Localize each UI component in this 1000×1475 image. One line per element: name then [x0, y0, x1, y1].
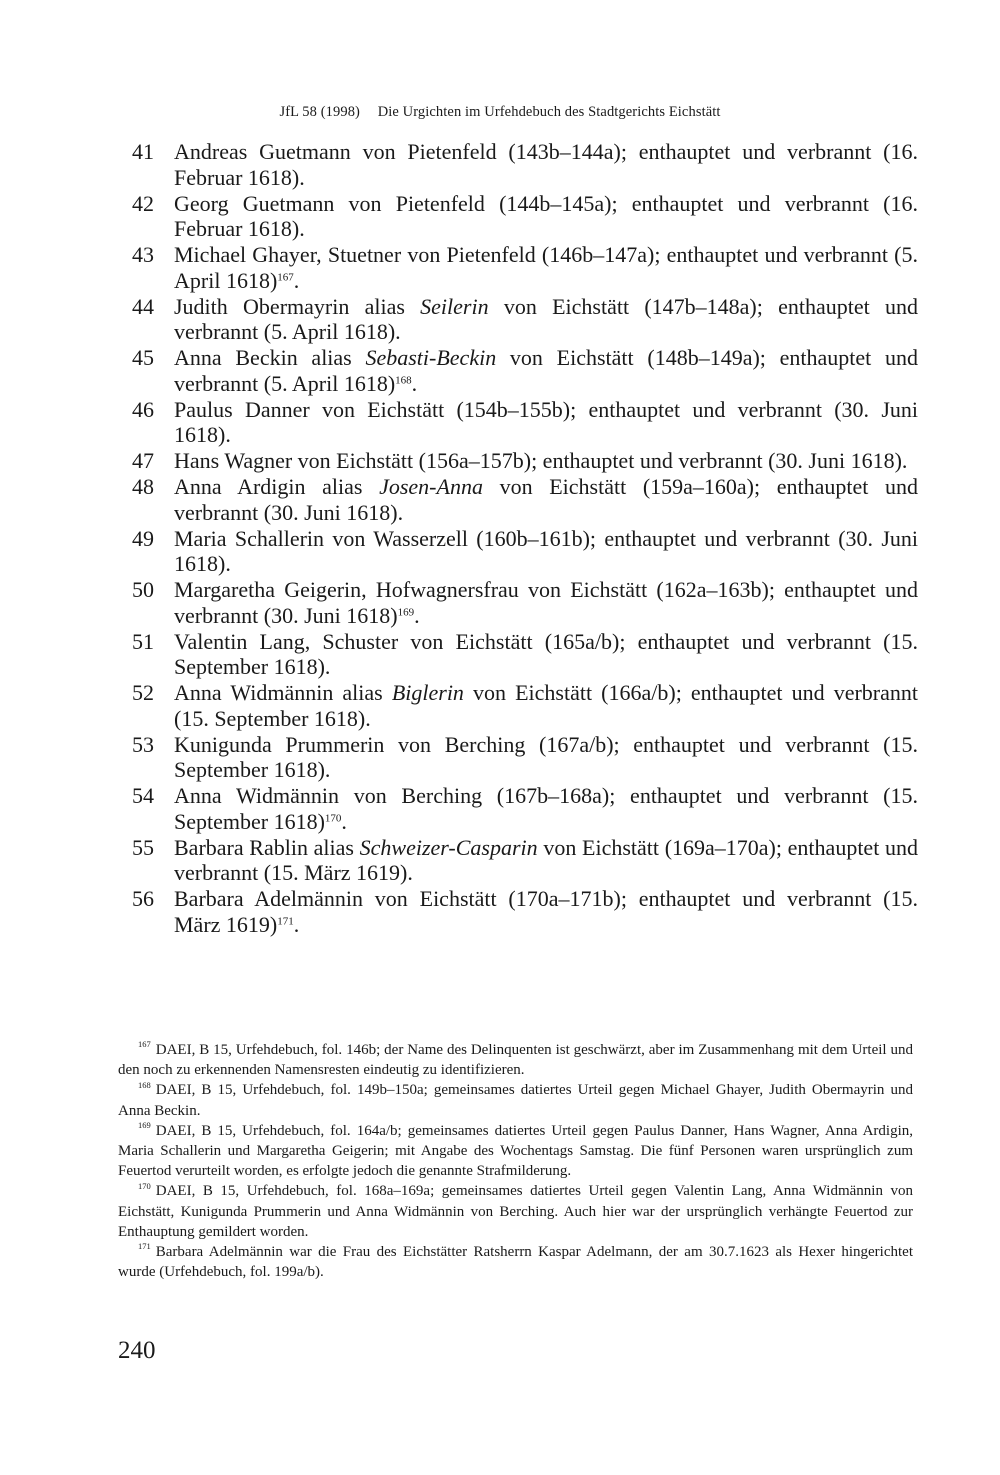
entry-text [174, 294, 918, 345]
entry-alias: Josen-Anna [379, 474, 483, 499]
article-title: Die Urgichten im Urfehdebuch des Stadtgerichts Eichstätt [377, 104, 721, 120]
entry-text-main: Kunigunda Prummerin von Berching (167a/b); enthauptet und verbrannt (15. September 1618). [174, 731, 918, 782]
entry-number: 51 [132, 628, 154, 654]
list-item [132, 242, 918, 293]
list-item [132, 835, 918, 886]
entry-text-main: Anna Widmännin alias [174, 680, 392, 705]
list-item [132, 886, 918, 937]
entry-text [174, 448, 918, 474]
list-item [132, 397, 918, 448]
entry-number: 45 [132, 345, 154, 370]
entry-text-main: Hans Wagner von Eichstätt (156a–157b); enthauptet und verbrannt (30. Juni 1618). [174, 448, 908, 473]
entry-text: Michael Ghayer, Stuetner von Pietenfeld (146b–147a); enthauptet und verbrannt (5. April 1618)$^{167}$. [174, 242, 918, 293]
entry-text [174, 680, 918, 731]
entry-text-main: Valentin Lang, Schuster von Eichstätt (165a/b); enthauptet und verbrannt (15. September 1618). [174, 628, 918, 679]
footnote-text: Barbara Adelmännin war die Frau des Eichstätter Ratsherrn Kaspar Adelmann, der am 30.7.1623 als Hexer hingerichtet wurde (Urfehdebuch, fol. 199a/b). [118, 1244, 913, 1281]
footnote-number: 171 [138, 1241, 151, 1252]
entry-alias: Seilerin [420, 293, 489, 319]
entry-text [174, 526, 918, 577]
entry-text-main: Andreas Guetmann von Pietenfeld (143b–144a); enthauptet und verbrannt (16. Februar 1618). [174, 139, 918, 190]
list-item [132, 448, 918, 474]
list-item [132, 732, 918, 783]
journal-reference: JfL 58 (1998) [279, 104, 360, 120]
footnote-number: 168 [138, 1079, 151, 1090]
entry-text-main: Barbara Adelmännin von Eichstätt (170a–171b); enthauptet und verbrannt (15. März 1619) [174, 886, 918, 937]
entry-text-main: Michael Ghayer, Stuetner von Pietenfeld (146b–147a); enthauptet und verbrannt (5. April 1618) [174, 242, 918, 293]
list-item [132, 629, 918, 680]
entry-number: 52 [132, 680, 154, 705]
entry-text-main: Margaretha Geigerin, Hofwagnersfrau von Eichstätt (162a–163b); enthauptet und verbrannt (30. Juni 1618) [174, 577, 918, 628]
entry-number: 42 [132, 190, 154, 216]
footnote-text: DAEI, B 15, Urfehdebuch, fol. 168a–169a; gemeinsames datiertes Urteil gegen Valentin Lang, Anna Widmännin von Eichstätt, Kunigunda Prummerin und Anna Widmännin von Berching. Auch hier war der ursprünglich verhängte Feuertod zur Enthauptung gemildert worden. [118, 1183, 913, 1240]
list-item [132, 680, 918, 731]
entry-number: 41 [132, 139, 154, 164]
page-number: 240 [118, 1337, 156, 1364]
footnote [118, 1040, 913, 1080]
entry-number: 47 [132, 448, 154, 473]
list-item [132, 191, 918, 242]
footnote [118, 1080, 913, 1120]
entry-text-main: Anna Beckin alias [174, 345, 366, 370]
footnote-ref: 168 [395, 373, 412, 386]
footnote [118, 1181, 913, 1242]
footnote-ref: 167 [277, 270, 294, 283]
footnote-ref: 171 [277, 914, 294, 927]
entry-number: 46 [132, 396, 154, 422]
entry-list [132, 139, 918, 938]
entry-text-main: Georg Guetmann von Pietenfeld (144b–145a); enthauptet und verbrannt (16. Februar 1618). [174, 190, 918, 241]
list-item [132, 345, 918, 396]
entry-number: 53 [132, 731, 154, 757]
footnote-number: 170 [138, 1180, 151, 1191]
entry-alias: Sebasti-Beckin [365, 345, 497, 370]
entry-alias: Schweizer-Casparin [359, 834, 538, 860]
entry-text-rest: von Eichstätt (166a/b); enthauptet und verbrannt (15. September 1618). [174, 680, 919, 731]
entry-text [174, 139, 918, 190]
entry-number: 44 [132, 293, 154, 319]
list-item [132, 577, 918, 628]
entry-text [174, 732, 918, 783]
entry-text-main: Judith Obermayrin alias [174, 293, 421, 319]
entry-text: Anna Widmännin von Berching (167b–168a); enthauptet und verbrannt (15. September 1618)$^{170}$. [174, 783, 918, 834]
entry-text [174, 191, 918, 242]
footnote-ref: 169 [397, 605, 415, 618]
footnote-text: DAEI, B 15, Urfehdebuch, fol. 149b–150a; gemeinsames datiertes Urteil gegen Michael Ghayer, Judith Obermayrin und Anna Beckin. [118, 1082, 913, 1119]
entry-text-rest: von Eichstätt (148b–149a); enthauptet und verbrannt (5. April 1618) [174, 345, 918, 396]
entry-text: Margaretha Geigerin, Hofwagnersfrau von Eichstätt (162a–163b); enthauptet und verbrannt (30. Juni 1618)$^{169}$. [174, 577, 918, 628]
footnote [118, 1121, 913, 1182]
list-item [132, 526, 918, 577]
entry-text-main: Anna Widmännin von Berching (167b–168a); enthauptet und verbrannt (15. September 1618) [174, 783, 918, 834]
entry-text-main: Paulus Danner von Eichstätt (154b–155b); enthauptet und verbrannt (30. Juni 1618). [174, 396, 918, 447]
entry-text [174, 835, 918, 886]
list-item [132, 294, 918, 345]
entry-text-rest: von Eichstätt (169a–170a); enthauptet und verbrannt (15. März 1619). [174, 834, 918, 885]
entry-text-main: Barbara Rablin alias [174, 834, 360, 860]
list-item [132, 139, 918, 190]
footnote-text: DAEI, B 15, Urfehdebuch, fol. 146b; der Name des Delinquenten ist geschwärzt, aber im Zusammenhang mit dem Urteil und den noch zu erkennenden Namensresten eindeutig zu identifizieren. [118, 1042, 913, 1079]
entry-number: 50 [132, 577, 154, 602]
running-head [0, 104, 1000, 121]
entry-text: Barbara Adelmännin von Eichstätt (170a–171b); enthauptet und verbrannt (15. März 1619)$^{171}$. [174, 886, 918, 937]
footnote-text: DAEI, B 15, Urfehdebuch, fol. 164a/b; gemeinsames datiertes Urteil gegen Paulus Danner, Hans Wagner, Anna Ardigin, Maria Schallerin und Margaretha Geigerin; mit Angabe des Wochentags Samstag. Die fünf Personen waren ursprünglich zum Feuertod verurteilt worden, es erfolgte jedoch die genannte Strafmilderung. [118, 1122, 913, 1180]
footnotes [118, 1040, 913, 1282]
entry-alias: Biglerin [391, 680, 464, 705]
entry-number: 56 [132, 886, 154, 911]
entry-text: Anna Beckin alias Sebasti-Beckin von Eichstätt (148b–149a); enthauptet und verbrannt (5. April 1618)$^{168}$. [174, 345, 918, 396]
entry-number: 49 [132, 525, 154, 551]
list-item [132, 783, 918, 834]
footnote-ref: 170 [324, 811, 342, 824]
list-item [132, 474, 918, 525]
footnote [118, 1242, 913, 1282]
entry-text [174, 397, 918, 448]
footnote-number: 169 [138, 1120, 151, 1131]
entry-text [174, 474, 918, 525]
entry-text-main: Anna Ardigin alias [174, 474, 380, 499]
entry-text-main: Maria Schallerin von Wasserzell (160b–161b); enthauptet und verbrannt (30. Juni 1618). [174, 525, 918, 576]
entry-text-rest: von Eichstätt (159a–160a); enthauptet und verbrannt (30. Juni 1618). [174, 474, 919, 525]
entry-number: 54 [132, 783, 154, 808]
entry-text-rest: von Eichstätt (147b–148a); enthauptet und verbrannt (5. April 1618). [174, 293, 918, 344]
footnote-number: 167 [138, 1039, 151, 1050]
entry-number: 55 [132, 834, 154, 860]
entry-number: 48 [132, 474, 154, 499]
entry-number: 43 [132, 242, 154, 267]
entry-text [174, 629, 918, 680]
